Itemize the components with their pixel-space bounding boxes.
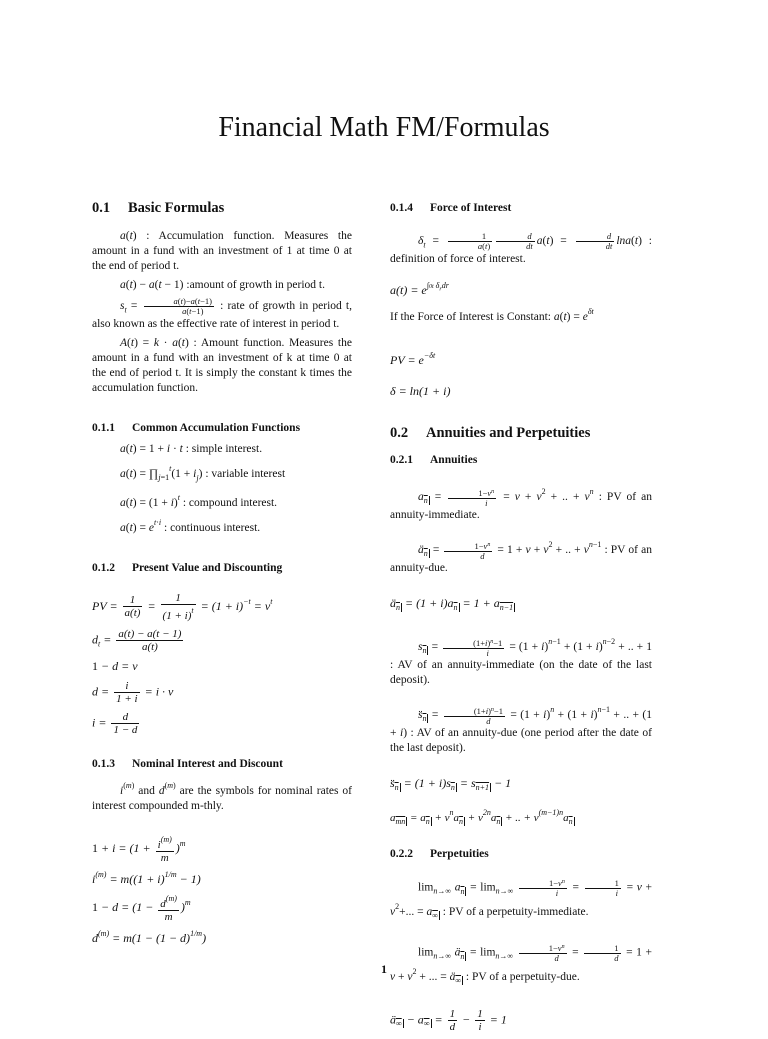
paragraph: $\delta_t$ = $\frac{1}{a(t)}$ $\frac{d}{dt}$ a(t) = $\frac{d}{dt}$ lna(t) : definition of force of interest. [390,231,652,266]
section-heading: 0.2 Annuities and Perpetuities [390,425,591,442]
formula-line: $s_{\overline{n}}$ = $\frac{(1+i)^n-1}{i}$ = $(1 + i)^{n-1} + (1 + i)^{n-2}$ + .. + 1 : AV of an annuity-immediate (on the date of the last deposit). [390,637,652,687]
paragraph: If the Force of Interest is Constant: $a(t) = e^{\delta t}$ [390,307,594,324]
right-column [390,196,652,1039]
formula-line: $a(t) = e^{t\cdot i}$ : continuous interest. [120,517,261,534]
subsection-heading: 0.2.2 Perpetuities [390,848,489,861]
paragraph: $i^{(m)}$ and $d^{(m)}$ are the symbols for nominal rates of interest compounded m-thly. [92,780,353,812]
paragraph: $s_t$ = $\frac{a(t)-a(t-1)}{a(t-1)}$ : rate of growth in period t, also known as the effective rate of interest in period t. [92,296,352,331]
paragraph: a(t) : Accumulation function. Measures the amount in a fund with an investment of 1 at time 0 at the end of period t. [92,230,352,272]
subsection-heading: 0.1.2 Present Value and Discounting [92,561,283,574]
formula-line: $s̈_{\overline{n}}$ = $\frac{(1+i)^n-1}{d}$ = $(1 + i)^n + (1 + i)^{n-1}$ + .. + (1 + i) : AV of an annuity-due (one period after the date of the last deposit). [390,705,652,755]
formula: $d_t$ = $\frac{a(t) - a(t - 1)}{a(t)}$ [92,627,182,653]
subsection-heading: 0.2.1 Annuities [390,454,478,467]
page-title: Financial Math FM/Formulas [218,112,550,143]
formula-line: $\lim_{n\to\infty} a_{\overline{n}} = \lim_{n\to\infty}$ $\frac{1-v^n}{i}$ = $\frac{1}{i}$ = $v + v^2+$... = $a_\infty$ : PV of a perpetuity-immediate. [390,877,652,921]
left-column [92,196,352,952]
paragraph: A(t) = k · a(t) : Amount function. Measures the amount in a fund with an investment of k at time 0 at the end of period t. It is simply the constant k times the accumulation function. [92,337,352,395]
formula: i = $\frac{d}{1 - d}$ [92,710,138,736]
formula: $ä_\infty - a_\infty$ = $\frac{1}{d}$ − $\frac{1}{i}$ = 1 [390,1007,507,1033]
formula-line: a(t) = 1 + i · t : simple interest. [120,443,263,456]
section-heading: 0.1 Basic Formulas [92,200,225,216]
formula: 1 + i = (1 + $\frac{i^{(m)}}{m}$ )$^m$ [92,834,186,864]
subsection-heading: 0.1.1 Common Accumulation Functions [92,422,301,435]
formula-line: $a_{\overline{n}}$ = $\frac{1-v^n}{i}$ = $v + v^2$ + .. + $v^n$ : PV of an annuity-immediate. [390,487,652,522]
formula-line: $a(t) = (1 + i)^t$ : compound interest. [120,492,278,509]
formula: PV = $e^{-\delta t}$ [390,351,436,368]
formula-line: $\lim_{n\to\infty}$ $ä_{\overline{n}} = \lim_{n\to\infty}$ $\frac{1-v^n}{d}$ = $\frac{1}{d}$ = $1 + v + v^2$ + ... = $ä_\infty$ : PV of a perpetuity-due. [390,942,653,985]
formula: $d^{(m)} = m(1 - (1 - d)^{1/m})$ [92,928,207,945]
formula: 1 − d = v [92,658,138,673]
formula: $a(t) = e^{\int 0t \delta_rdr}$ [390,281,449,298]
formula: $ä_{\overline{n}} = (1 + i)a_{\overline{n}} = 1 + a_{n-1}$ [390,596,514,613]
formula: 1 − d = (1 − $\frac{d^{(m)}}{m}$ )$^m$ [92,893,191,923]
formula: $a_{\overline{mn}} = a_{\overline{n}} + v^na_{\overline{n}} + v^{2n}a_{\overline{n}}$ + .. + $v^{(m-1)n}a_{\overline{n}}$ [390,808,573,827]
formula: d = $\frac{i}{1 + i}$ = i · v [92,679,174,705]
formula-line: $ä_{\overline{n}}$ = $\frac{1-v^n}{d}$ = $1 + v + v^2$ + .. + $v^{n-1}$ : PV of an annuity-due. [390,540,652,575]
paragraph: a(t) − a(t − 1) :amount of growth in period t. [120,279,325,291]
formula-line: $a(t) = \prod_{j=1}^t(1 + i_j)$ : variable interest [120,464,286,483]
subsection-heading: 0.1.3 Nominal Interest and Discount [92,757,283,770]
formula: δ = ln(1 + i) [390,384,451,399]
formula: PV = $\frac{1}{a(t)}$ = $\frac{1}{(1 + i)^t}$ = $(1 + i)^{-t} = v^t$ [92,591,273,622]
formula: $s̈_{\overline{n}} = (1 + i)s_{\overline{n}} = s_{n+1} - 1$ [390,776,512,793]
formula: $i^{(m)} = m((1 + i)^{1/m} - 1)$ [92,869,201,886]
subsection-heading: 0.1.4 Force of Interest [390,202,512,214]
page-number: 1 [381,962,387,976]
